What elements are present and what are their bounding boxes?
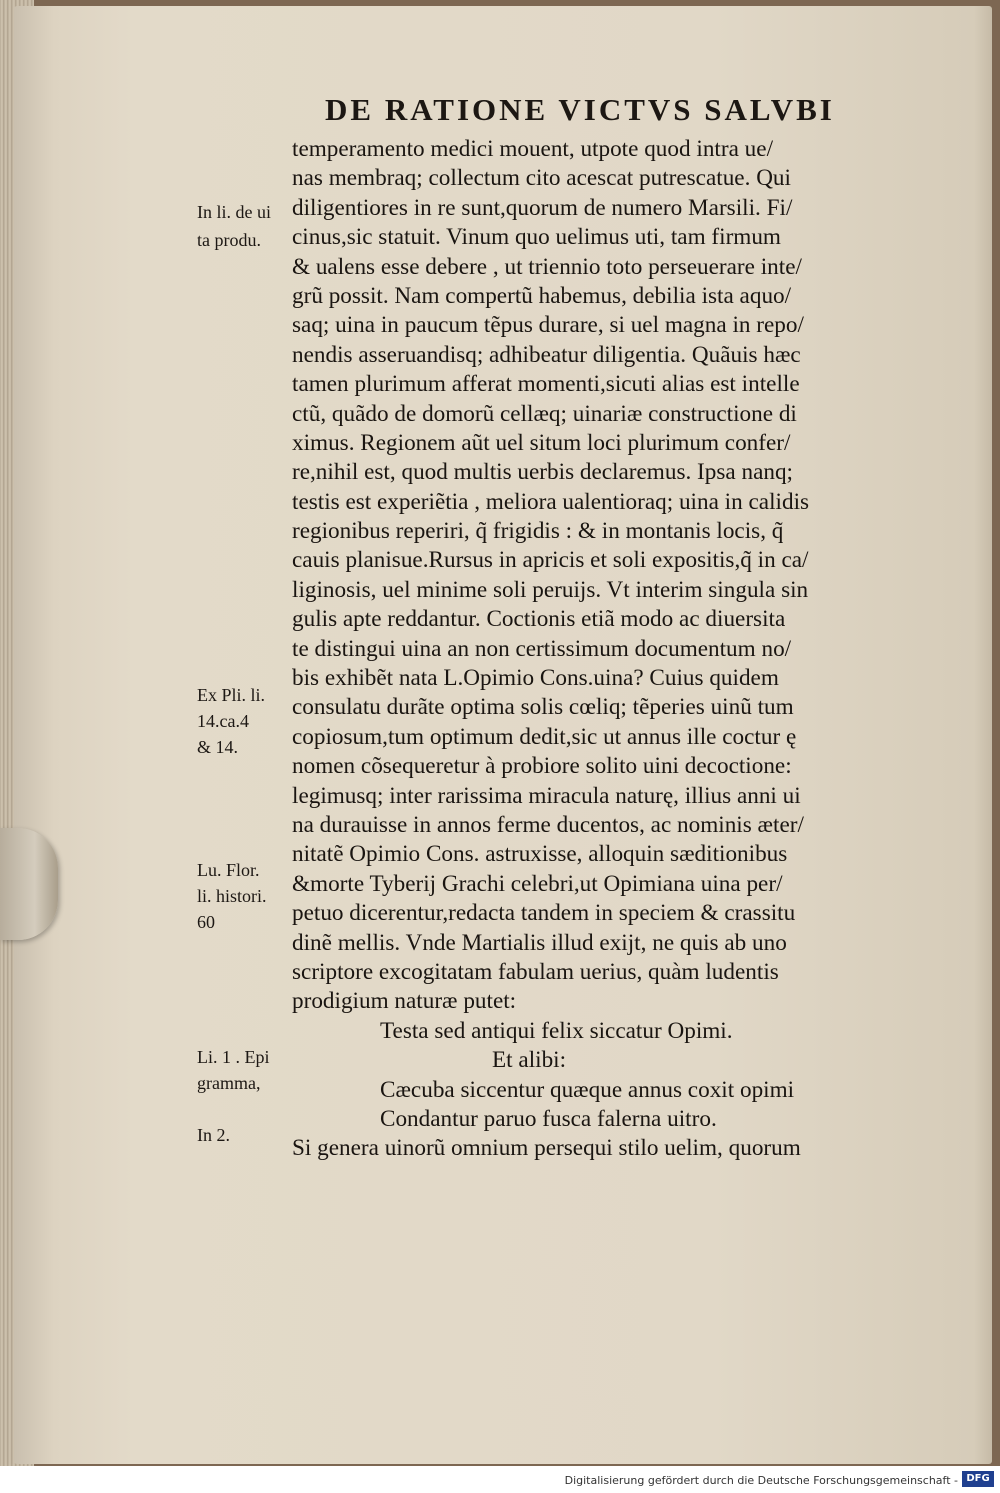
text-line: liginosis, uel minime soli peruijs. Vt interim singula sin bbox=[292, 576, 809, 603]
text-line: te distingui uina an non certissimum documentum no/ bbox=[292, 635, 792, 662]
text-line: gulis apte reddantur. Coctionis etiã modo ac diuersita bbox=[292, 606, 786, 633]
text-line: Si genera uinorũ omnium persequi stilo uelim, quorum bbox=[292, 1135, 801, 1162]
footer-credit: Digitalisierung gefördert durch die Deutsche Forschungsgemeinschaft - bbox=[564, 1474, 958, 1487]
text-line: tamen plurimum afferat momenti,sicuti alias est intelle bbox=[292, 371, 800, 398]
text-line: temperamento medici mouent, utpote quod intra ue/ bbox=[292, 136, 774, 162]
text-line: nas membraq; collectum cito acescat putrescatue. Qui bbox=[292, 165, 791, 192]
text-line: prodigium naturæ putet: bbox=[292, 988, 517, 1015]
margin-note: In 2. bbox=[197, 1125, 230, 1145]
text-line: na durauisse in annos ferme ducentos, ac nominis æter/ bbox=[292, 811, 804, 838]
verse-line: Cæcuba siccentur quæque annus coxit opimi bbox=[380, 1076, 795, 1103]
running-head: DE RATIONE VICTVS SALVBI bbox=[325, 92, 835, 127]
dfg-logo: DFG bbox=[962, 1471, 994, 1487]
text-line: cinus,sic statuit. Vinum quo uelimus uti, tam firmum bbox=[292, 224, 781, 251]
margin-note: 60 bbox=[197, 912, 215, 932]
margin-note: In li. de ui bbox=[197, 202, 271, 222]
text-line: scriptore excogitatam fabulam uerius, quàm ludentis bbox=[292, 958, 779, 985]
text-line: nitatẽ Opimio Cons. astruxisse, alloquin sæditionibus bbox=[292, 841, 788, 868]
margin-note: gramma, bbox=[197, 1073, 261, 1093]
text-line: nendis asseruandisq; adhibeatur diligentia. Quãuis hæc bbox=[292, 341, 801, 368]
body-text bbox=[292, 135, 917, 1164]
text-line: cauis planisue.Rursus in apricis et soli expositis,q̃ in ca/ bbox=[292, 547, 809, 574]
text-line: copiosum,tum optimum dedit,sic ut annus ille coctur ę bbox=[292, 723, 797, 750]
text-line: grũ possit. Nam compertũ habemus, debilia ista aquo/ bbox=[292, 282, 792, 309]
margin-note: li. histori. bbox=[197, 886, 267, 906]
text-line: petuo dicerentur,redacta tandem in speciem & crassitu bbox=[292, 900, 796, 927]
text-line: bis exhibẽt nata L.Opimio Cons.uina? Cuius quidem bbox=[292, 665, 779, 692]
text-line: regionibus reperiri, q̃ frigidis : & in montanis locis, q̃ bbox=[292, 518, 784, 545]
text-line: nomen cõsequeretur à probiore solito uini decoctione: bbox=[292, 753, 792, 780]
verse-line: Condantur paruo fusca falerna uitro. bbox=[380, 1105, 717, 1132]
text-line: & ualens esse debere , ut triennio toto perseuerare inte/ bbox=[292, 253, 802, 280]
text-line: ctũ, quãdo de domorũ cellæq; uinariæ constructione di bbox=[292, 400, 797, 427]
text-line: dinẽ mellis. Vnde Martialis illud exijt, ne quis ab uno bbox=[292, 929, 787, 956]
margin-note: & 14. bbox=[197, 737, 239, 757]
margin-note: Ex Pli. li. bbox=[197, 685, 266, 705]
margin-note: Li. 1 . Epi bbox=[197, 1047, 270, 1067]
text-line: diligentiores in re sunt,quorum de numero Marsili. Fi/ bbox=[292, 194, 793, 221]
text-line: saq; uina in paucum tẽpus durare, si uel magna in repo/ bbox=[292, 312, 804, 339]
verse-label: Et alibi: bbox=[492, 1047, 567, 1074]
margin-note: ta produ. bbox=[197, 230, 261, 250]
text-line: re,nihil est, quod multis uerbis declaremus. Ipsa nanq; bbox=[292, 459, 793, 486]
text-line: legimusq; inter rarissima miracula naturę, illius anni ui bbox=[292, 782, 801, 809]
book-clip bbox=[0, 828, 58, 940]
margin-note: 14.ca.4 bbox=[197, 711, 249, 731]
verse-line: Testa sed antiqui felix siccatur Opimi. bbox=[380, 1017, 733, 1044]
margin-note: Lu. Flor. bbox=[197, 860, 260, 880]
text-line: &morte Tyberij Grachi celebri,ut Opimiana uina per/ bbox=[292, 870, 783, 897]
text-line: ximus. Regionem aũt uel situm loci plurimum confer/ bbox=[292, 429, 791, 456]
text-line: consulatu durãte optima solis cœliq; tẽperies uinũ tum bbox=[292, 694, 794, 721]
text-line: testis est experiẽtia , meliora ualentioraq; uina in calidis bbox=[292, 488, 810, 515]
